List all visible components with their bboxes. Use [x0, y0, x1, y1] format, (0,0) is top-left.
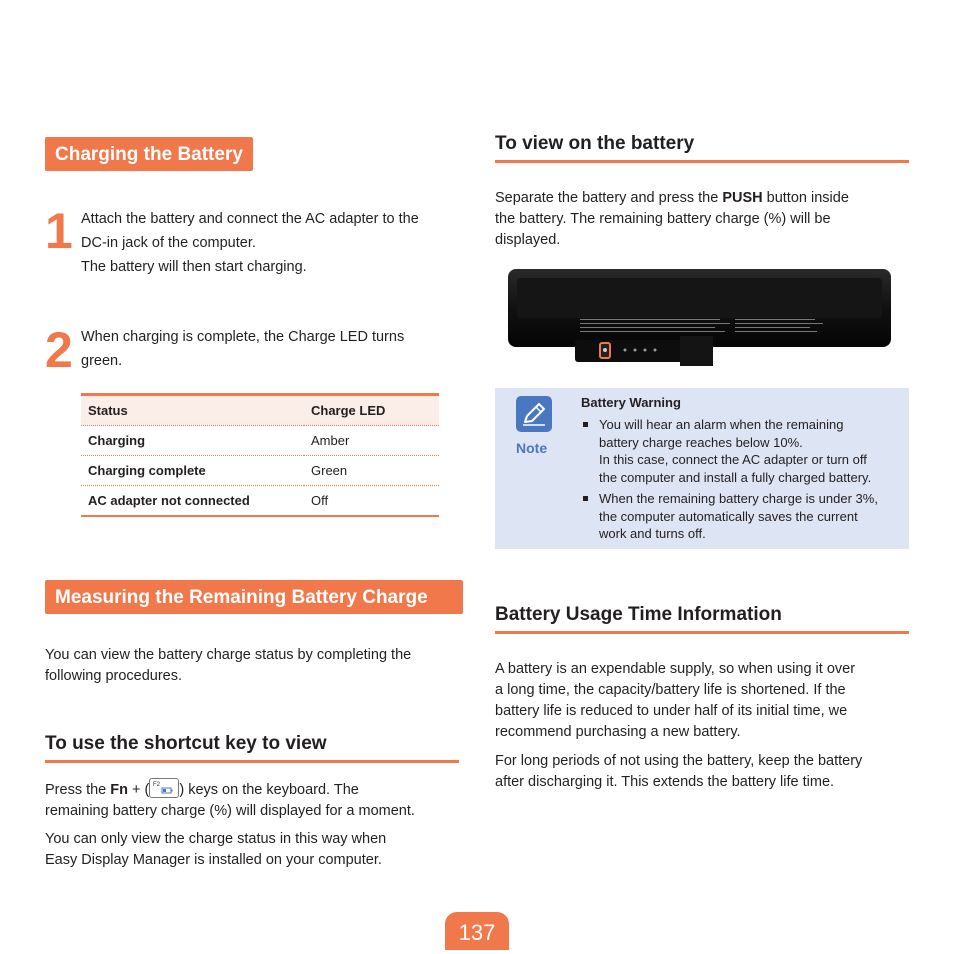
separate-text	[495, 188, 909, 251]
step-1-line: Attach the battery and connect the AC adapter to the	[81, 211, 419, 227]
step-1-number: 1	[45, 203, 71, 259]
text-run: + (	[128, 782, 150, 798]
shortcut-line-1	[45, 778, 465, 801]
text-line: You can view the battery charge status by completing the	[45, 647, 412, 663]
text-line: You can only view the charge status in this way when	[45, 831, 387, 847]
text-line: displayed.	[495, 232, 561, 248]
step-2-line: green.	[81, 353, 123, 369]
shortcut-line-2: remaining battery charge (%) will displayed for a moment.	[45, 803, 415, 819]
pencil-icon	[516, 396, 552, 432]
separate-line-1	[495, 188, 909, 209]
table-row	[81, 486, 439, 517]
svg-text:F2: F2	[153, 782, 161, 788]
table-header-led: Charge LED	[304, 395, 439, 426]
text-line: a long time, the capacity/battery life is shortened. If the	[495, 682, 846, 698]
table-header-status: Status	[81, 395, 304, 426]
heading-rule	[495, 631, 909, 634]
battery-image	[505, 266, 895, 370]
table-cell: Charging complete	[81, 456, 304, 486]
charge-led-table	[81, 393, 439, 517]
step-1-line: DC-in jack of the computer.	[81, 235, 256, 251]
text-run: ) keys on the keyboard. The	[179, 782, 359, 798]
text-line: following procedures.	[45, 668, 183, 684]
text-line: A battery is an expendable supply, so when using it over	[495, 661, 856, 677]
usage-paragraph-1	[495, 659, 915, 743]
step-2-text	[81, 325, 404, 373]
shortcut-heading: To use the shortcut key to view	[45, 733, 327, 754]
page-number: 137	[445, 912, 509, 950]
text-line: You will hear an alarm when the remaining	[599, 417, 844, 432]
fn-key-label: Fn	[110, 782, 128, 798]
heading-rule	[45, 760, 459, 763]
table-cell: AC adapter not connected	[81, 486, 304, 517]
battery-key-icon	[149, 778, 179, 798]
text-line: the computer automatically saves the current	[599, 508, 858, 524]
text-line: Easy Display Manager is installed on your computer.	[45, 852, 382, 868]
battery-view-heading: To view on the battery	[495, 133, 695, 154]
text-run: button inside	[762, 190, 849, 206]
usage-paragraph-2	[495, 751, 915, 793]
text-line: after discharging it. This extends the battery life time.	[495, 774, 835, 790]
measuring-intro	[45, 645, 411, 687]
table-row	[81, 456, 439, 486]
text-line: recommend purchasing a new battery.	[495, 724, 741, 740]
text-line: work and turns off.	[599, 526, 706, 541]
text-line: For long periods of not using the battery, keep the battery	[495, 753, 863, 769]
section-title-charging: Charging the Battery	[45, 137, 253, 171]
step-2-line: When charging is complete, the Charge LED turns	[81, 329, 405, 345]
usage-heading: Battery Usage Time Information	[495, 604, 782, 625]
table-row	[81, 426, 439, 456]
table-cell: Amber	[304, 426, 439, 456]
text-run: Separate the battery and press the	[495, 190, 723, 206]
table-cell: Green	[304, 456, 439, 486]
table-header-row	[81, 395, 439, 426]
list-item	[581, 490, 901, 543]
text-line: When the remaining battery charge is under 3%,	[599, 491, 878, 506]
step-2-number: 2	[45, 322, 71, 378]
note-label: Note	[516, 440, 548, 456]
only-view-text	[45, 829, 386, 871]
section-title-measuring: Measuring the Remaining Battery Charge	[45, 580, 463, 614]
heading-rule	[495, 160, 909, 163]
text-line: battery life is reduced to under half of its initial time, we	[495, 703, 848, 719]
note-title: Battery Warning	[581, 395, 681, 410]
text-run: Press the	[45, 782, 111, 798]
list-item	[581, 416, 901, 486]
step-1-text	[81, 207, 419, 279]
step-1-line: The battery will then start charging.	[81, 259, 307, 275]
push-label: PUSH	[722, 190, 763, 206]
text-line: In this case, connect the AC adapter or turn off	[599, 452, 867, 467]
table-cell: Charging	[81, 426, 304, 456]
text-line: the battery. The remaining battery charge (%) will be	[495, 211, 831, 227]
text-line: battery charge reaches below 10%.	[599, 434, 803, 450]
note-list	[581, 416, 901, 547]
note-box	[495, 388, 909, 549]
table-cell: Off	[304, 486, 439, 517]
text-line: the computer and install a fully charged battery.	[599, 469, 872, 485]
shortcut-text	[45, 778, 465, 822]
